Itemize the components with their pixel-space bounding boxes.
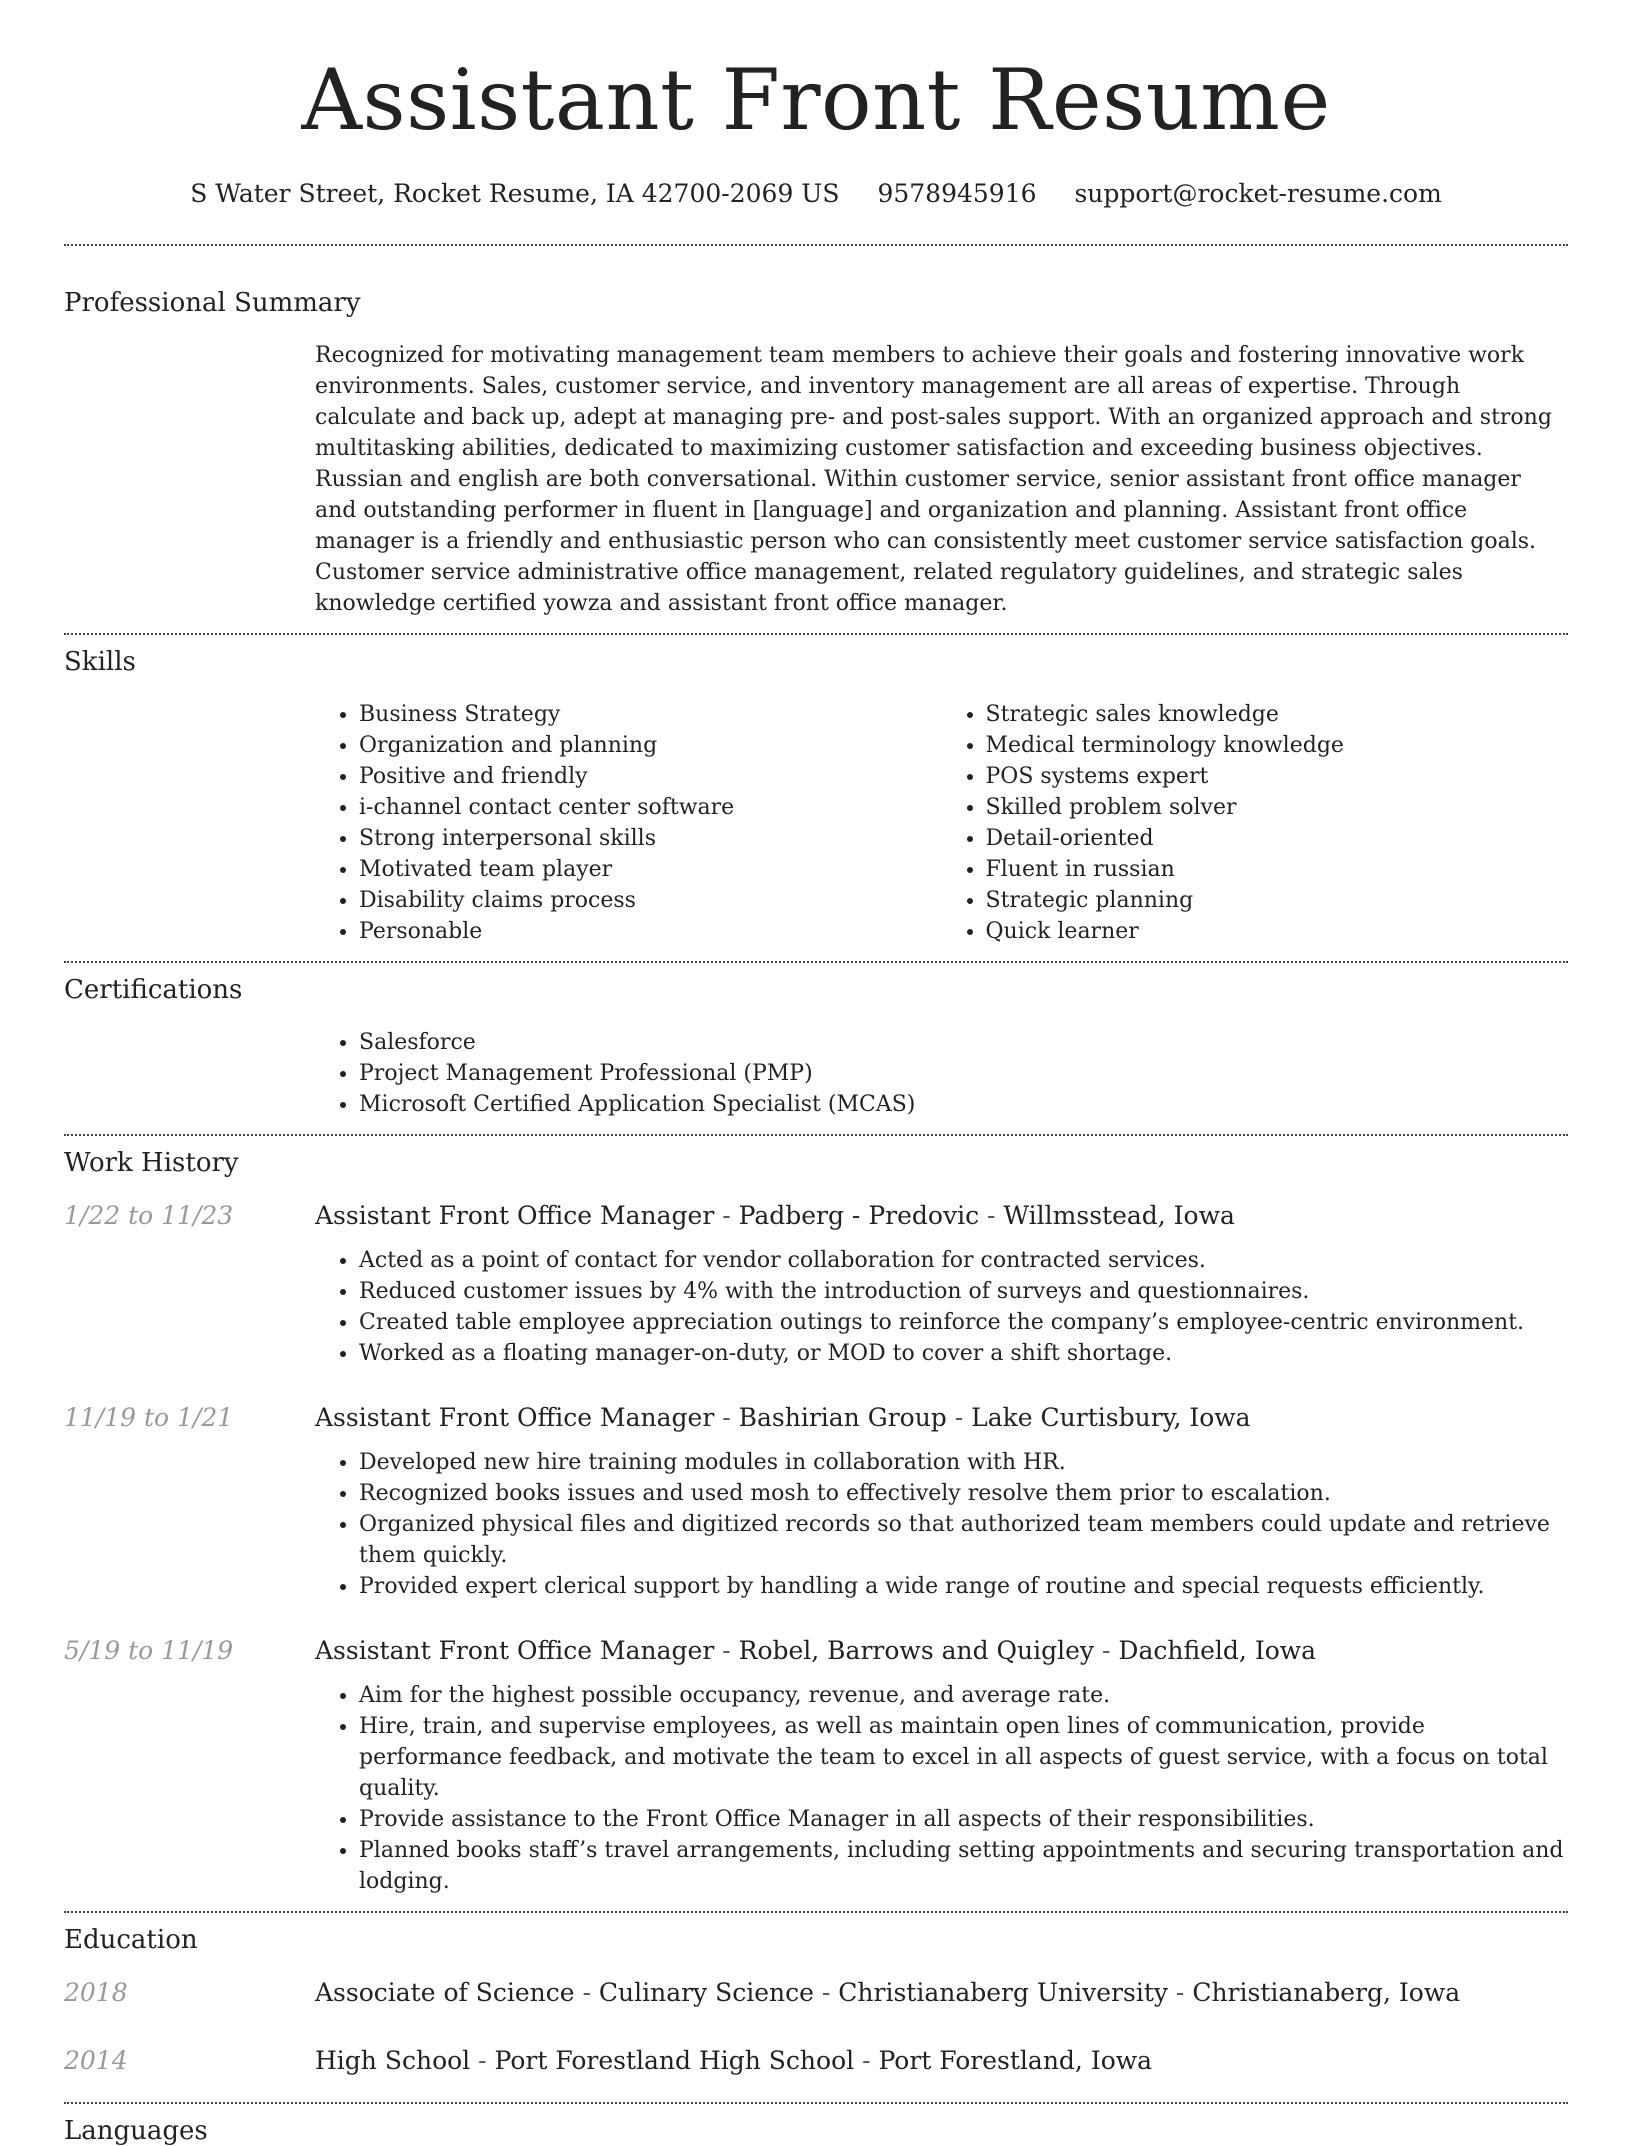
section-title-education: Education: [64, 1924, 198, 1955]
address: S Water Street, Rocket Resume, IA 42700-2069 US: [190, 178, 840, 208]
job-bullet: • Reduced customer issues by 4% with the introduction of surveys and questionnaires.: [359, 1276, 1568, 1307]
job-heading: [315, 1199, 1568, 1233]
job-location: Dachfield, Iowa: [1118, 1635, 1317, 1665]
separator: -: [854, 2045, 879, 2075]
separator: -: [946, 1402, 972, 1432]
job-title: Assistant Front Office Manager: [315, 1200, 715, 1230]
section-title-summary: Professional Summary: [64, 287, 361, 318]
job-bullets: [315, 1680, 1568, 1897]
education-school: Christianaberg University: [838, 1977, 1168, 2007]
job-entry: [64, 1401, 1568, 1602]
job-bullet: • Created table employee appreciation outings to reinforce the company’s employee-centric environment.: [359, 1307, 1568, 1338]
separator: -: [714, 1402, 739, 1432]
separator: -: [1167, 1977, 1193, 2007]
certification-item: • Microsoft Certified Application Specialist (MCAS): [359, 1089, 1568, 1120]
education-heading: [315, 2044, 1568, 2078]
summary-text: Recognized for motivating management team members to achieve their goals and fostering innovative work environments. Sales, customer service, and inventory management are all areas of expertise. Through calculate and back up, adept at managing pre- and post-sales support. With an organized approach and strong multitasking abilities, dedicated to maximizing customer satisfaction and exceeding business objectives. Russian and english are both conversational. Within customer service, senior assistant front office manager and outstanding performer in fluent in [language] and organization and planning. Assistant front office manager is a friendly and enthusiastic person who can consistently meet customer service satisfaction goals. Customer service administrative office management, related regulatory guidelines, and strategic sales knowledge certified yowza and assistant front office manager.: [315, 342, 1552, 616]
section-languages: [64, 2104, 1568, 2146]
education-heading: [315, 1976, 1568, 2010]
job-bullet: • Aim for the highest possible occupancy, revenue, and average rate.: [359, 1680, 1568, 1711]
certification-item: • Salesforce: [359, 1027, 1568, 1058]
separator: -: [1094, 1635, 1119, 1665]
job-entry: [64, 1199, 1568, 1369]
job-location: Willmsstead, Iowa: [1003, 1200, 1235, 1230]
skill-item: • Strong interpersonal skills: [359, 823, 942, 854]
job-bullet: • Hire, train, and supervise employees, as well as maintain open lines of communication, provide performance feedback, and motivate the team to excel in all aspects of guest service, with a focus on total quality.: [359, 1711, 1568, 1804]
skill-item: • Medical terminology knowledge: [986, 730, 1569, 761]
job-bullet: • Acted as a point of contact for vendor collaboration for contracted services.: [359, 1245, 1568, 1276]
skill-item: • Fluent in russian: [986, 854, 1569, 885]
skill-item: • Organization and planning: [359, 730, 942, 761]
education-degree: Associate of Science: [315, 1977, 575, 2007]
education-location: Christianaberg, Iowa: [1192, 1977, 1461, 2007]
job-location: Lake Curtisbury, Iowa: [971, 1402, 1251, 1432]
skill-item: • Skilled problem solver: [986, 792, 1569, 823]
certifications-list: [315, 1027, 1568, 1120]
job-dates: 1/22 to 11/23: [64, 1200, 234, 1230]
section-certifications: [64, 963, 1568, 1120]
skill-item: • Detail-oriented: [986, 823, 1569, 854]
section-title-work-history: Work History: [64, 1147, 239, 1178]
section-summary: [64, 246, 1568, 619]
job-bullet: • Provided expert clerical support by handling a wide range of routine and special requests efficiently.: [359, 1571, 1568, 1602]
skills-list-right: [942, 699, 1569, 947]
education-entry: [64, 2044, 1568, 2078]
section-title-certifications: Certifications: [64, 974, 243, 1005]
separator: -: [574, 1977, 599, 2007]
job-bullet: • Planned books staff’s travel arrangements, including setting appointments and securing transportation and lodging.: [359, 1835, 1568, 1897]
education-year: 2018: [64, 1977, 128, 2007]
job-dates: 5/19 to 11/19: [64, 1635, 234, 1665]
section-skills: [64, 635, 1568, 947]
skill-item: • Quick learner: [986, 916, 1569, 947]
job-title: Assistant Front Office Manager: [315, 1402, 715, 1432]
job-bullets: [315, 1245, 1568, 1369]
skill-item: • Strategic sales knowledge: [986, 699, 1569, 730]
certification-item: • Project Management Professional (PMP): [359, 1058, 1568, 1089]
section-title-skills: Skills: [64, 646, 136, 677]
section-title-languages: Languages: [64, 2115, 208, 2146]
separator: -: [714, 1200, 739, 1230]
job-heading: [315, 1401, 1568, 1435]
education-year: 2014: [64, 2045, 128, 2075]
separator: -: [979, 1200, 1004, 1230]
job-bullet: • Developed new hire training modules in collaboration with HR.: [359, 1447, 1568, 1478]
skills-list-left: [315, 699, 942, 947]
skill-item: • Motivated team player: [359, 854, 942, 885]
job-dates: 11/19 to 1/21: [64, 1402, 234, 1432]
skill-item: • Strategic planning: [986, 885, 1569, 916]
education-location: Port Forestland, Iowa: [878, 2045, 1153, 2075]
job-bullet: • Recognized books issues and used mosh to effectively resolve them prior to escalation.: [359, 1478, 1568, 1509]
skill-item: • Business Strategy: [359, 699, 942, 730]
job-heading: [315, 1634, 1568, 1668]
separator: -: [714, 1635, 739, 1665]
section-work-history: [64, 1136, 1568, 1897]
skill-item: • Personable: [359, 916, 942, 947]
skill-item: • Positive and friendly: [359, 761, 942, 792]
phone: 9578945916: [877, 178, 1037, 208]
separator: -: [470, 2045, 495, 2075]
job-bullets: [315, 1447, 1568, 1602]
resume-title: Assistant Front Resume: [301, 51, 1331, 149]
job-bullet: • Organized physical files and digitized records so that authorized team members could update and retrieve them quickly.: [359, 1509, 1568, 1571]
skill-item: • i-channel contact center software: [359, 792, 942, 823]
contact-line: [0, 179, 1632, 208]
section-education: [64, 1913, 1568, 2078]
job-company: Bashirian Group: [738, 1402, 947, 1432]
job-bullet: • Provide assistance to the Front Office Manager in all aspects of their responsibilities.: [359, 1804, 1568, 1835]
job-company: Padberg - Predovic: [738, 1200, 980, 1230]
separator: -: [813, 1977, 839, 2007]
education-school: Port Forestland High School: [494, 2045, 855, 2075]
education-entry: [64, 1976, 1568, 2010]
education-field: Culinary Science: [598, 1977, 814, 2007]
job-entry: [64, 1634, 1568, 1897]
email: support@rocket-resume.com: [1074, 178, 1442, 208]
skill-item: • Disability claims process: [359, 885, 942, 916]
education-degree: High School: [315, 2045, 471, 2075]
job-title: Assistant Front Office Manager: [315, 1635, 715, 1665]
job-bullet: • Worked as a floating manager-on-duty, or MOD to cover a shift shortage.: [359, 1338, 1568, 1369]
job-company: Robel, Barrows and Quigley: [738, 1635, 1095, 1665]
skill-item: • POS systems expert: [986, 761, 1569, 792]
